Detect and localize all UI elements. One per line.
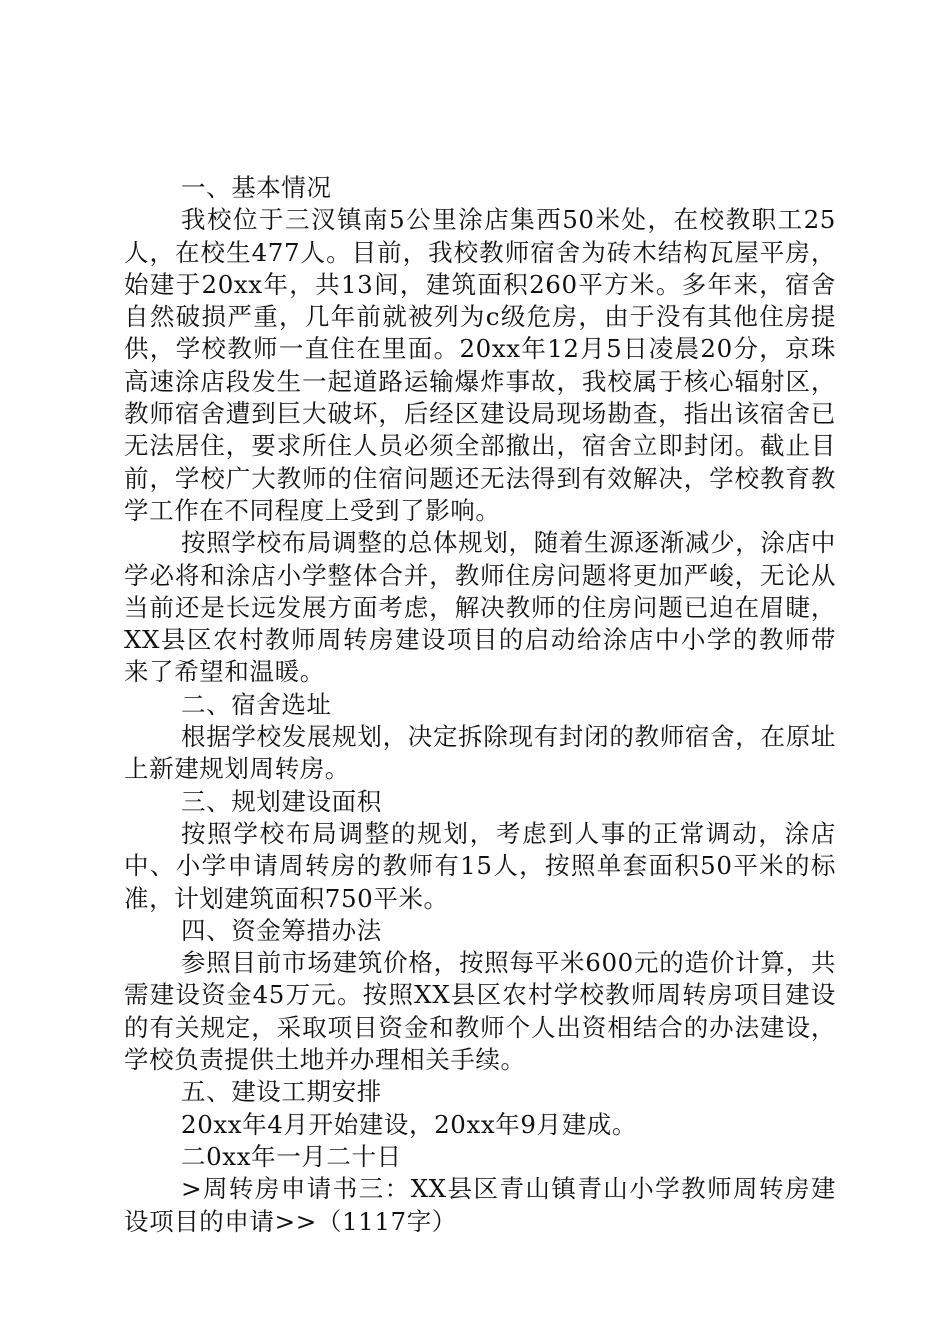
section-heading-basic-situation: 一、基本情况 [181, 173, 332, 202]
document-date: 二0xx年一月二十日 [181, 1141, 402, 1171]
paragraph-schedule: 20xx年4月开始建设，20xx年9月建成。 [181, 1109, 637, 1139]
section-heading-planned-area: 三、规划建设面积 [181, 786, 382, 816]
document-page [124, 172, 836, 1238]
section-heading-funding: 四、资金筹措办法 [181, 915, 382, 945]
section-heading-site-selection: 二、宿舍选址 [181, 689, 332, 719]
paragraph-layout-plan: 按照学校布局调整的总体规划，随着生源逐渐减少，涂店中学必将和涂店小学整体合并，教师住房问题将更加严峻，无论从当前还是长远发展方面考虑，解决教师的住房问题已迫在眉睫，XX县区农村教师周转房建设项目的启动给涂店中小学的教师带来了希望和温暖。 [124, 528, 836, 687]
paragraph-school-overview: 我校位于三汊镇南5公里涂店集西50米处，在校教职工25人，在校生477人。目前，我校教师宿舍为砖木结构瓦屋平房，始建于20xx年，共13间，建筑面积260平方米。多年来，宿舍自然破损严重，几年前就被列为c级危房，由于没有其他住房提供，学校教师一直住在里面。20xx年12月5日凌晨20分，京珠高速涂店段发生一起道路运输爆炸事故，我校属于核心辐射区，教师宿舍遭到巨大破坏，后经区建设局现场勘查，指出该宿舍已无法居住，要求所住人员必须全部撤出，宿舍立即封闭。截止目前，学校广大教师的住宿问题还无法得到有效解决，学校教育教学工作在不同程度上受到了影响。 [124, 205, 836, 525]
next-article-link[interactable]: >周转房申请书三：XX县区青山镇青山小学教师周转房建设项目的申请>>（1117字） [124, 1174, 836, 1236]
section-heading-schedule: 五、建设工期安排 [181, 1077, 382, 1107]
paragraph-site-selection: 根据学校发展规划，决定拆除现有封闭的教师宿舍，在原址上新建规划周转房。 [124, 722, 836, 784]
paragraph-funding: 参照目前市场建筑价格，按照每平米600元的造价计算，共需建设资金45万元。按照XX县区农村学校教师周转房项目建设的有关规定，采取项目资金和教师个人出资相结合的办法建设，学校负责提供土地并办理相关手续。 [124, 948, 836, 1075]
paragraph-planned-area: 按照学校布局调整的规划，考虑到人事的正常调动，涂店中、小学申请周转房的教师有15人，按照单套面积50平米的标准，计划建筑面积750平米。 [124, 818, 836, 913]
